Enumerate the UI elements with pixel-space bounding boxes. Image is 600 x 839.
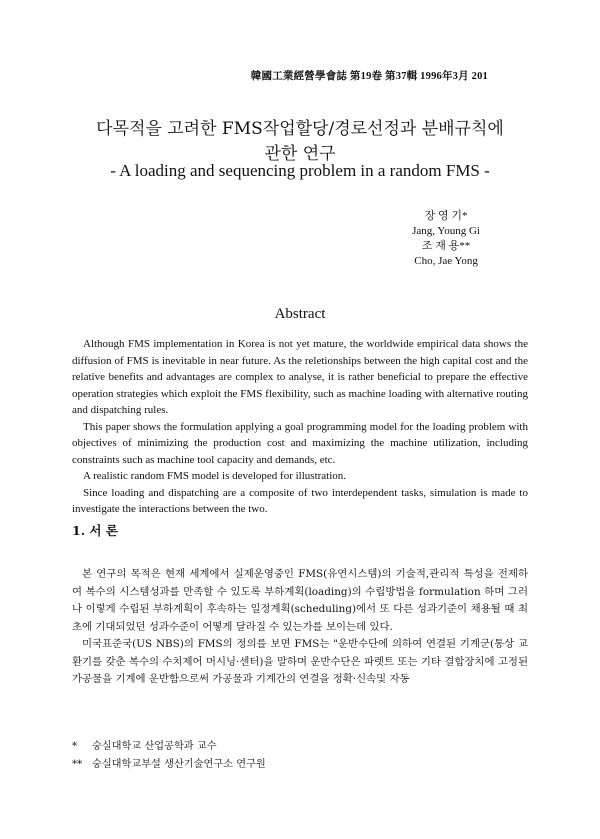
abstract-paragraph: A realistic random FMS model is developed for illustration. xyxy=(83,470,347,482)
footnote-text: 숭실대학교 산업공학과 교수 xyxy=(92,741,217,752)
author1-korean: 장 영 기* xyxy=(424,210,468,222)
author1-english: Jang, Young Gi xyxy=(412,225,480,237)
footnote-item xyxy=(72,756,266,774)
title-korean-line1: 다목적을 고려한 FMS작업할당/경로선정과 분배규칙에 xyxy=(96,119,504,139)
title-english: - A loading and sequencing problem in a random FMS - xyxy=(110,161,490,180)
footnotes xyxy=(72,738,266,774)
abstract-paragraph: This paper shows the formulation applying a goal programming model for the loading problem with objectives of minimizing the production cost and maximizing the machine utilization, including constraints such as machine tool capacity and demands, etc. xyxy=(72,420,528,466)
abstract-paragraph: Although FMS implementation in Korea is not yet mature, the worldwide empirical data shows the diffusion of FMS is inevitable in near future. As the reletionships between the high capital cost and the relative benefits and advantages are complex to analyse, it is rather beneficial to prepare the effective operation strategies which exploit the FMS flexibility, such as machine loading with alternative routing and dispatching rules. xyxy=(72,338,528,416)
author-block xyxy=(412,209,480,269)
footnote-mark: ** xyxy=(72,759,83,770)
author2-korean: 조 재 용** xyxy=(421,240,471,252)
abstract-paragraph: Since loading and dispatching are a composite of two interdependent tasks, simulation is made to investigate the interactions between the two. xyxy=(72,486,528,515)
footnote-item xyxy=(72,738,266,756)
section-heading: 1. 서 론 xyxy=(72,523,118,538)
abstract-body xyxy=(72,336,528,518)
footnote-text: 숭실대학교부설 생산기술연구소 연구원 xyxy=(92,759,266,770)
body-paragraph: 본 연구의 목적은 현재 세계에서 실제운영중인 FMS(유연시스템)의 기술적,관리적 특성을 전제하여 복수의 시스템성과를 만족할 수 있도록 부하계획(loading)의 수립방법을 formulation 하며 그러나 이렇게 수립된 부하계획이 후속하는 일정계획(scheduling)에서 또 다른 성과기준이 채용될 때 최초에 기대되었던 성과수준이 어떻게 달라질 수 있는가를 보이는데 있다. xyxy=(72,568,528,633)
title-korean-line2: 관한 연구 xyxy=(264,144,336,164)
author2-english: Cho, Jae Yong xyxy=(414,255,478,267)
section-body xyxy=(72,566,528,689)
abstract-heading: Abstract xyxy=(274,306,326,322)
footnote-mark: * xyxy=(72,741,78,752)
body-paragraph: 미국표준국(US NBS)의 FMS의 정의를 보면 FMS는 "운반수단에 의하여 연결된 기계군(통상 교환기를 갖춘 복수의 수치제어 머시닝·센터)을 말하며 운반수단은 파렛트 또는 기타 결합장치에 고정된 가공물을 기계에 운반함으로써 가공물과 기계간의 연결을 정확·신속및 자동 xyxy=(72,638,528,685)
journal-header: 韓國工業經營學會誌 第19卷 第37輯 1996年3月 201 xyxy=(250,71,488,82)
